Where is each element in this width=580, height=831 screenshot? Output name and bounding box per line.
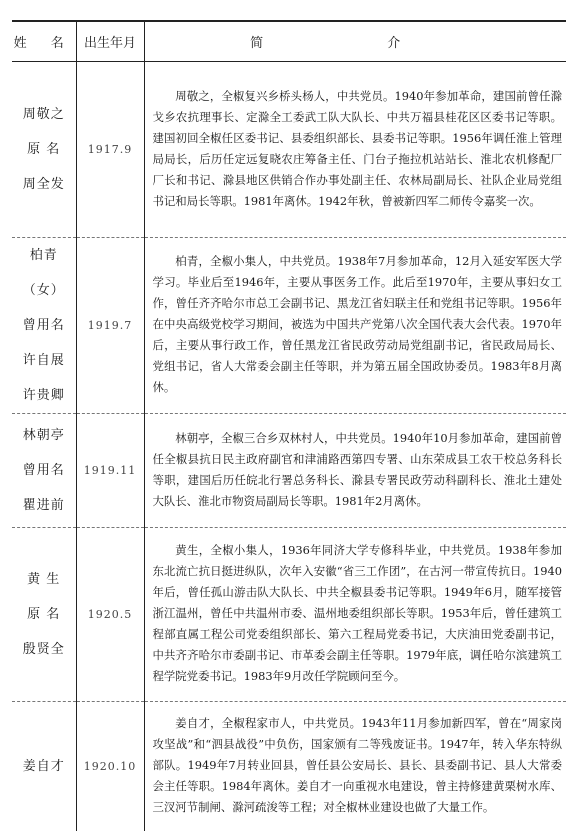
name-line: 黄 生 <box>27 571 61 587</box>
table-row <box>12 237 566 413</box>
name-line: 柏青（女） <box>22 247 65 298</box>
biography-cell <box>144 701 566 831</box>
name-line: 周全发 <box>22 176 65 192</box>
name-line: 殷贤全 <box>22 641 65 657</box>
birth-date: 1920.5 <box>76 527 144 701</box>
person-name-cell <box>12 701 76 831</box>
birth-date: 1919.11 <box>76 413 144 527</box>
person-name-cell <box>12 61 76 237</box>
biography-text: 柏青，全椒小集人，中共党员。1938年7月参加革命，12月入延安军医大学学习。毕业后至1946年，主要从事医务工作。此后至1970年，主要从事妇女工作，曾任齐齐哈尔市总工会副书记、黑龙江省妇联主任和党组书记等职。1956年在中央高级党校学习期间，被选为中国共产党第八次全国代表大会代表。1970年后，主要从事行政工作，曾任黑龙江省民政劳动局党组副书记，省民政局局长、党组书记，省人大常委会副主任等职，并为第五届全国政协委员。1983年8月离休。 <box>152 254 562 394</box>
biography-table <box>12 20 566 831</box>
table-row <box>12 413 566 527</box>
biography-text: 黄生，全椒小集人，1936年同济大学专修科毕业，中共党员。1938年参加东北流亡抗日挺进纵队，次年入安徽“省三工作团”，在古河一带宣传抗日。1940年后，曾任孤山游击队大队长、中共全椒县委书记等职。1949年6月，随军接管浙江温州，曾任中共温州市委、温州地委组织部长等职。1953年后，曾任建筑工程部直属工程公司党委组织部长、第六工程局党委书记，大庆油田党委副书记，中共齐齐哈尔市委副书记、市革委会副主任等职。1979年底，调任哈尔滨建筑工程学院党委书记。1983年9月改任学院顾问至今。 <box>152 543 562 683</box>
biography-text: 林朝亭，全椒三合乡双林村人，中共党员。1940年10月参加革命，建国前曾任全椒县抗日民主政府副官和津浦路西第四专署、山东荣成县工农干校总务科长等职，建国后历任皖北行署总务科长、滁县专署民政劳动科副科长、淮北土建处大队长、淮北市物资局副局长等职。1981年2月离休。 <box>152 430 562 508</box>
biography-cell <box>144 237 566 413</box>
name-line: 瞿进前 <box>22 497 65 513</box>
person-name-cell <box>12 237 76 413</box>
header-intro: 简 介 <box>144 21 566 61</box>
biography-cell <box>144 527 566 701</box>
name-line: 林朝亭 <box>22 427 65 443</box>
name-line: 周敬之 <box>22 106 65 122</box>
name-line: 许自展 <box>22 352 65 368</box>
biography-cell <box>144 61 566 237</box>
birth-date: 1919.7 <box>76 237 144 413</box>
name-line: 曾用名 <box>22 462 65 478</box>
person-name-cell <box>12 413 76 527</box>
name-line: 曾用名 <box>22 317 65 333</box>
biography-cell <box>144 413 566 527</box>
biography-text: 姜自才，全椒程家市人，中共党员。1943年11月参加新四军，曾在“周家岗攻坚战”和“泗县战役”中负伤，国家颁有二等残废证书。1947年，转入华东特纵部队。1949年7月转业回县，曾任县公安局长、县长、县委副书记、县人大常委会主任等职。1984年离休。姜自才一向重视水电建设，曾主持修建黄栗树水库、三汊河节制闸、滁河疏浚等工程；对全椒林业建设也做了大量工作。 <box>152 716 562 815</box>
person-name-cell <box>12 527 76 701</box>
name-line: 姜自才 <box>22 758 65 774</box>
birth-date: 1917.9 <box>76 61 144 237</box>
header-name: 姓 名 <box>12 21 76 61</box>
header-birth: 出生年月 <box>76 21 144 61</box>
table-row <box>12 61 566 237</box>
table-row <box>12 527 566 701</box>
table-header <box>12 21 566 61</box>
name-line: 原 名 <box>27 141 61 157</box>
name-line: 许贵卿 <box>22 387 65 403</box>
name-line: 原 名 <box>27 606 61 622</box>
birth-date: 1920.10 <box>76 701 144 831</box>
table-row <box>12 701 566 831</box>
biography-text: 周敬之，全椒复兴乡桥头杨人，中共党员。1940年参加革命，建国前曾任滁戈乡农抗理事长、定滁全工委武工队大队长、中共万福县桂花区区委书记等职。建国初回全椒任区委书记、县委组织部长、县委书记等职。1956年调任淮上管理局局长，后历任定远复晓农庄筹备主任、门台子拖拉机站站长、淮北农机修配厂厂长和书记、滁县地区供销合作办事处副主任、农林局副局长、社队企业局党组书记和局长等职。1981年离休。1942年秋，曾被新四军二师传令嘉奖一次。 <box>152 88 562 208</box>
